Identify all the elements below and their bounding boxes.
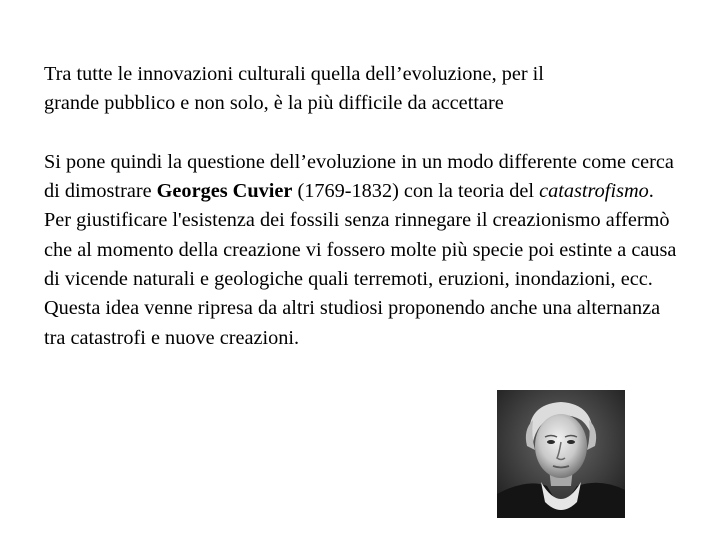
catastrofismo-term: catastrofismo	[539, 180, 649, 203]
slide-text	[44, 60, 684, 353]
cuvier-name: Georges Cuvier	[156, 180, 293, 203]
cuvier-portrait	[497, 390, 625, 518]
intro-line-2: grande pubblico e non solo, è la più difficile da accettare	[44, 92, 504, 115]
intro-line-1: Tra tutte le innovazioni culturali quella dell’evoluzione, per il	[44, 63, 544, 85]
cuvier-text-start: Si pone quindi la questione dell’evoluzione in un modo differente come cerca di dimostrare	[44, 150, 674, 203]
paragraph-spacer	[44, 119, 684, 148]
cuvier-dates-text: (1769-1832) con la teoria del	[292, 180, 540, 203]
portrait-drawing	[497, 390, 625, 518]
alternanza-paragraph: Questa idea venne ripresa da altri studiosi proponendo anche una alternanza tra catastrofi e nuove creazioni.	[44, 297, 661, 349]
cuvier-paragraph	[44, 148, 684, 207]
cuvier-text-end: .	[648, 180, 654, 203]
fossili-paragraph: Per giustificare l'esistenza dei fossili senza rinnegare il creazionismo affermò che al momento della creazione vi fossero molte più specie poi estinte a causa di vicende naturali e geologiche quali terremoti, eruzioni, inondazioni, ecc.	[44, 209, 677, 291]
